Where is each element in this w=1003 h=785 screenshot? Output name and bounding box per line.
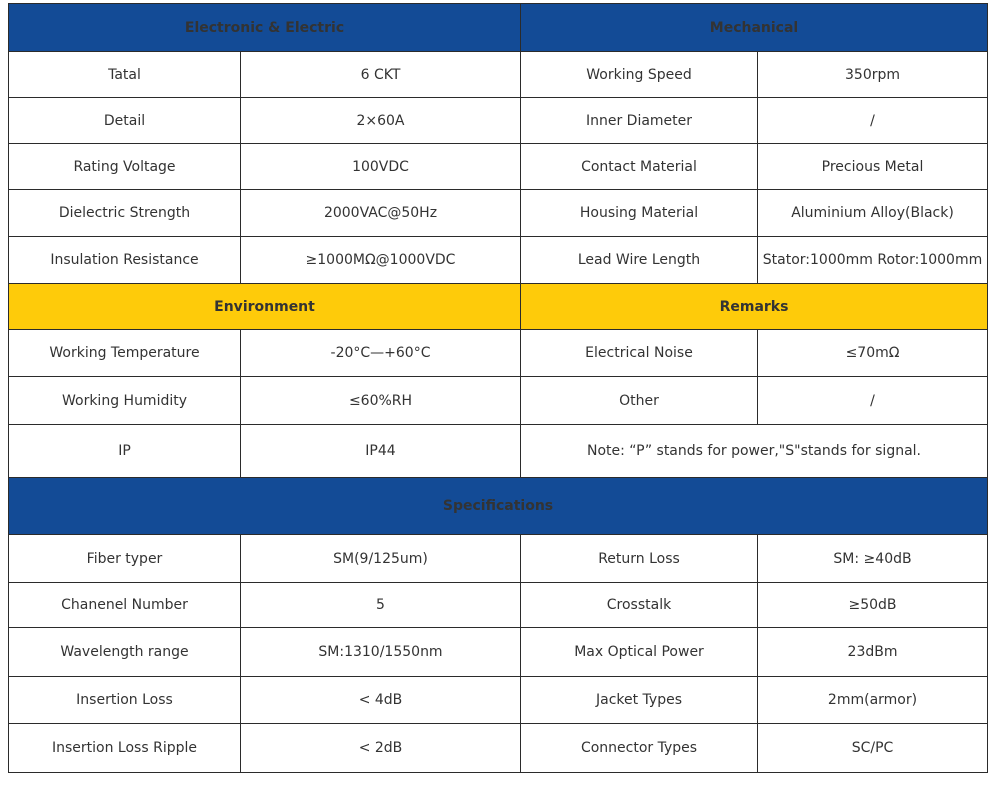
row-value: ≤70mΩ [758, 330, 988, 377]
section-title-specifications: Specifications [9, 478, 988, 535]
table-row [9, 425, 988, 478]
row-label: Jacket Types [521, 677, 758, 724]
row-label: Rating Voltage [9, 144, 241, 190]
row-value: Aluminium Alloy(Black) [758, 190, 988, 237]
row-value: SC/PC [758, 724, 988, 773]
ip-value: IP44 [241, 425, 521, 478]
row-label: Working Speed [521, 52, 758, 98]
spec-table [8, 3, 988, 773]
section-title-environment: Environment [9, 284, 521, 330]
section-header-row [9, 4, 988, 52]
row-value: Stator:1000mm Rotor:1000mm [758, 237, 988, 284]
row-value: 23dBm [758, 628, 988, 677]
table-row [9, 377, 988, 425]
row-label: Electrical Noise [521, 330, 758, 377]
row-value: ≥1000MΩ@1000VDC [241, 237, 521, 284]
table-row [9, 677, 988, 724]
row-value: < 4dB [241, 677, 521, 724]
row-value: 100VDC [241, 144, 521, 190]
remarks-note: Note: “P” stands for power,"S"stands for signal. [521, 425, 988, 478]
row-label: Crosstalk [521, 583, 758, 628]
section-header-row [9, 478, 988, 535]
row-value: 2mm(armor) [758, 677, 988, 724]
row-label: Wavelength range [9, 628, 241, 677]
row-label: Dielectric Strength [9, 190, 241, 237]
section-title-remarks: Remarks [521, 284, 988, 330]
row-value: 5 [241, 583, 521, 628]
row-label: Insertion Loss [9, 677, 241, 724]
row-label: Connector Types [521, 724, 758, 773]
row-label: Max Optical Power [521, 628, 758, 677]
row-label: Contact Material [521, 144, 758, 190]
row-value: < 2dB [241, 724, 521, 773]
row-value: SM: ≥40dB [758, 535, 988, 583]
table-row [9, 330, 988, 377]
row-value: SM(9/125um) [241, 535, 521, 583]
row-value: Precious Metal [758, 144, 988, 190]
table-row [9, 628, 988, 677]
row-label: Inner Diameter [521, 98, 758, 144]
row-value: / [758, 98, 988, 144]
table-row [9, 237, 988, 284]
row-label: Chanenel Number [9, 583, 241, 628]
table-row [9, 144, 988, 190]
row-label: Insertion Loss Ripple [9, 724, 241, 773]
ip-label: IP [9, 425, 241, 478]
row-value: SM:1310/1550nm [241, 628, 521, 677]
row-value: / [758, 377, 988, 425]
row-value: ≤60%RH [241, 377, 521, 425]
row-label: Tatal [9, 52, 241, 98]
row-value: ≥50dB [758, 583, 988, 628]
table-row [9, 724, 988, 773]
row-value: 2×60A [241, 98, 521, 144]
table-row [9, 535, 988, 583]
table-row [9, 98, 988, 144]
row-label: Housing Material [521, 190, 758, 237]
table-row [9, 583, 988, 628]
row-label: Insulation Resistance [9, 237, 241, 284]
row-label: Working Temperature [9, 330, 241, 377]
table-row [9, 52, 988, 98]
row-label: Other [521, 377, 758, 425]
row-value: 6 CKT [241, 52, 521, 98]
row-label: Return Loss [521, 535, 758, 583]
section-header-row [9, 284, 988, 330]
row-value: -20°C—+60°C [241, 330, 521, 377]
table-row [9, 190, 988, 237]
row-label: Detail [9, 98, 241, 144]
row-label: Lead Wire Length [521, 237, 758, 284]
section-title-electronic-electric: Electronic & Electric [9, 4, 521, 52]
row-label: Fiber typer [9, 535, 241, 583]
row-label: Working Humidity [9, 377, 241, 425]
row-value: 350rpm [758, 52, 988, 98]
row-value: 2000VAC@50Hz [241, 190, 521, 237]
section-title-mechanical: Mechanical [521, 4, 988, 52]
